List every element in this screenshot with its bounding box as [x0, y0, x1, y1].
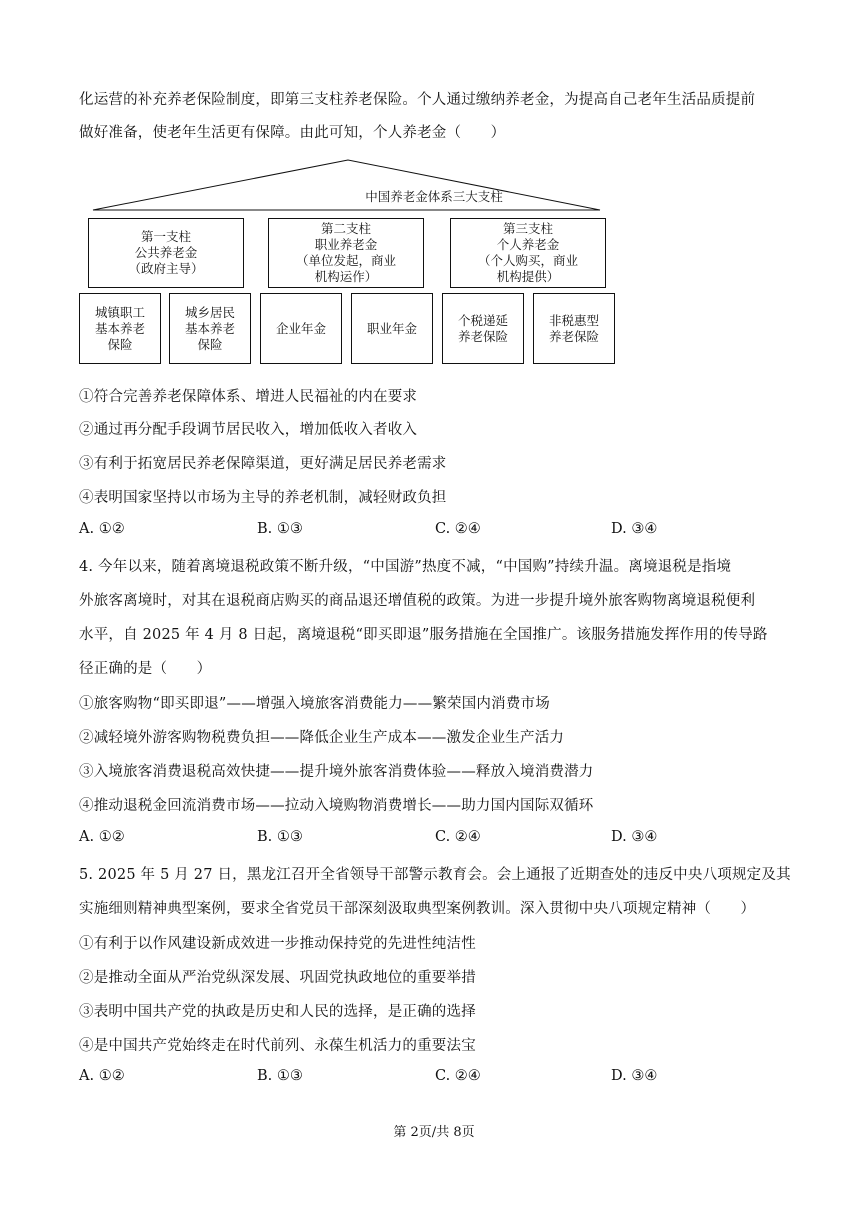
intro-line-2: 做好准备，使老年生活更有保障。由此可知，个人养老金（ ）: [79, 125, 506, 141]
pillar-first: [88, 218, 244, 288]
q5-option-c[interactable]: C. ②④: [435, 1068, 481, 1084]
q4-stem-line-1: 4. 今年以来，随着离境退税政策不断升级，“中国游”热度不减，“中国购”持续升温。离境退税是指境: [79, 559, 732, 575]
page-number: 第 2页/共 8页: [393, 1125, 475, 1140]
q4-stem-line-3: 水平，自 2025 年 4 月 8 日起，离境退税“即买即退”服务措施在全国推广。该服务措施发挥作用的传导路: [79, 627, 768, 643]
intro-line-1: 化运营的补充养老保险制度，即第三支柱养老保险。个人通过缴纳养老金，为提高自己老年生活品质提前: [79, 92, 756, 108]
pillar-line: （单位发起，商业: [295, 253, 396, 268]
pillar-line: 第三支柱: [502, 221, 553, 236]
pillar-second: [268, 218, 424, 288]
item-line: 企业年金: [275, 320, 326, 336]
q3-statement-1: ①符合完善养老保障体系、增进人民福祉的内在要求: [79, 389, 418, 405]
q3-option-d[interactable]: D. ③④: [611, 521, 658, 537]
q3-statement-4: ④表明国家坚持以市场为主导的养老机制，减轻财政负担: [79, 490, 447, 506]
q5-statement-2: ②是推动全面从严治党纵深发展、巩固党执政地位的重要举措: [79, 970, 476, 986]
pillar-line: 第一支柱: [140, 229, 191, 244]
pillar-line: 职业养老金: [314, 237, 378, 252]
q5-statement-4: ④是中国共产党始终走在时代前列、永葆生机活力的重要法宝: [79, 1038, 476, 1054]
pillar-line: 机构提供）: [496, 269, 560, 284]
item-tax-deferred-pension: [442, 293, 524, 364]
item-line: 保险: [197, 336, 223, 352]
q5-option-d[interactable]: D. ③④: [611, 1068, 658, 1084]
q5-stem-line-2: 实施细则精神典型案例，要求全省党员干部深刻汲取典型案例教训。深入贯彻中央八项规定精神（ ）: [79, 901, 756, 917]
q3-option-b[interactable]: B. ①③: [257, 521, 303, 537]
q5-option-a[interactable]: A. ①②: [79, 1068, 125, 1084]
q4-statement-4: ④推动退税金回流消费市场——拉动入境购物消费增长——助力国内国际双循环: [79, 798, 594, 814]
item-line: 养老保险: [548, 328, 599, 344]
item-line: 职业年金: [366, 320, 417, 336]
q5-statement-3: ③表明中国共产党的执政是历史和人民的选择，是正确的选择: [79, 1004, 476, 1020]
q4-stem-line-4: 径正确的是（ ）: [79, 661, 212, 677]
item-line: 基本养老: [184, 320, 235, 336]
pillar-line: （政府主导）: [128, 261, 204, 276]
item-line: 城镇职工: [94, 304, 145, 320]
item-line: 城乡居民: [184, 304, 235, 320]
q4-option-c[interactable]: C. ②④: [435, 829, 481, 845]
q3-statement-2: ②通过再分配手段调节居民收入，增加低收入者收入: [79, 422, 418, 438]
q4-stem-line-2: 外旅客离境时，对其在退税商店购买的商品退还增值税的政策。为进一步提升境外旅客购物离境退税便利: [79, 593, 756, 609]
q4-statement-2: ②减轻境外游客购物税费负担——降低企业生产成本——激发企业生产活力: [79, 730, 565, 746]
item-line: 非税惠型: [548, 312, 599, 328]
item-urban-employee-pension: [79, 293, 161, 364]
pillar-third: [450, 218, 606, 288]
q3-option-a[interactable]: A. ①②: [79, 521, 125, 537]
q5-stem-line-1: 5. 2025 年 5 月 27 日，黑龙江召开全省领导干部警示教育会。会上通报了近期查处的违反中央八项规定及其: [79, 867, 791, 883]
diagram-title: 中国养老金体系三大支柱: [365, 189, 503, 204]
q5-option-b[interactable]: B. ①③: [257, 1068, 303, 1084]
item-enterprise-annuity: [260, 293, 342, 364]
item-line: 基本养老: [94, 320, 145, 336]
q3-option-c[interactable]: C. ②④: [435, 521, 481, 537]
item-line: 个税递延: [457, 312, 508, 328]
pillar-line: 公共养老金: [134, 245, 198, 260]
q4-option-b[interactable]: B. ①③: [257, 829, 303, 845]
pillar-line: 机构运作）: [314, 269, 378, 284]
item-line: 养老保险: [457, 328, 508, 344]
q5-statement-1: ①有利于以作风建设新成效进一步推动保持党的先进性纯洁性: [79, 936, 476, 952]
item-line: 保险: [107, 336, 133, 352]
pillar-line: 第二支柱: [320, 221, 371, 236]
q3-statement-3: ③有利于拓宽居民养老保障渠道，更好满足居民养老需求: [79, 456, 447, 472]
item-non-tax-pension: [533, 293, 615, 364]
pillar-line: （个人购买，商业: [477, 253, 578, 268]
pillar-line: 个人养老金: [496, 237, 560, 252]
item-urban-rural-resident-pension: [169, 293, 251, 364]
q4-option-d[interactable]: D. ③④: [611, 829, 658, 845]
q4-statement-3: ③入境旅客消费退税高效快捷——提升境外旅客消费体验——释放入境消费潜力: [79, 764, 594, 780]
q4-statement-1: ①旅客购物“即买即退”——增强入境旅客消费能力——繁荣国内消费市场: [79, 696, 550, 712]
q4-option-a[interactable]: A. ①②: [79, 829, 125, 845]
item-occupational-annuity: [351, 293, 433, 364]
